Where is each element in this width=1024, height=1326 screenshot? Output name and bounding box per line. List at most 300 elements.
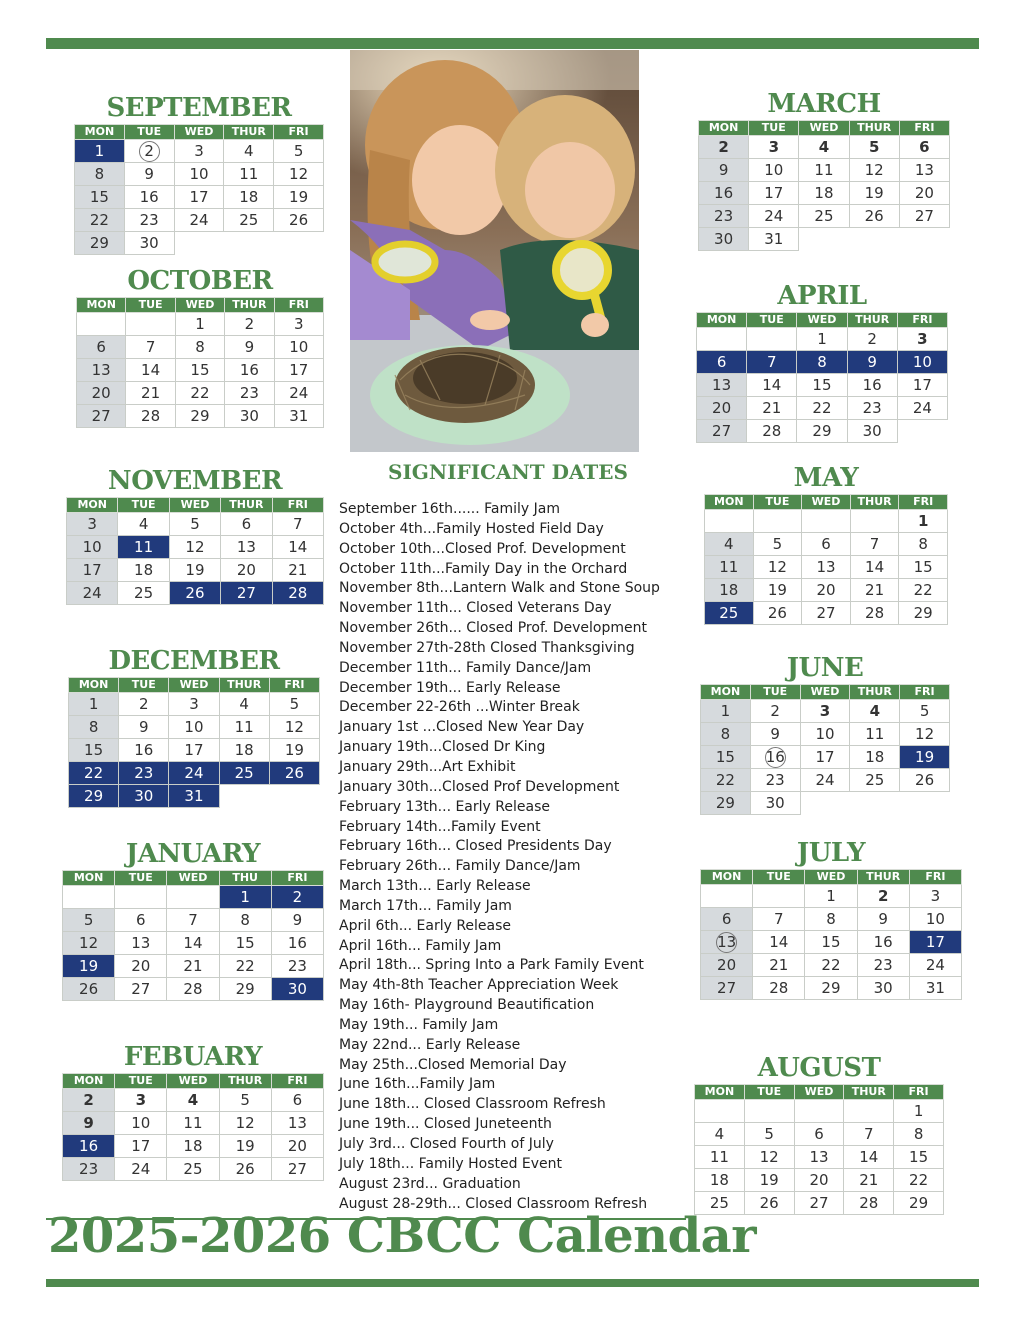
empty-day-cell — [799, 228, 849, 251]
weekday-header: FRI — [274, 125, 324, 140]
significant-date-item: January 19th...Closed Dr King — [339, 739, 546, 756]
day-cell: 8 — [894, 1123, 944, 1146]
day-cell: 8 — [805, 908, 857, 931]
day-cell: 2 — [847, 328, 897, 351]
week-row — [699, 228, 950, 251]
day-cell: 9 — [63, 1112, 115, 1135]
significant-date-item: April 6th... Early Release — [339, 917, 512, 934]
weekday-header-row — [695, 1085, 944, 1100]
day-cell: 12 — [744, 1146, 794, 1169]
weekday-header: WED — [794, 1085, 844, 1100]
day-cell: 25 — [850, 769, 900, 792]
weekday-header: WED — [799, 121, 849, 136]
day-cell: 22 — [219, 955, 271, 978]
day-cell: 11 — [850, 723, 900, 746]
day-cell: 17 — [115, 1135, 167, 1158]
day-cell: 6 — [697, 351, 747, 374]
day-cell: 22 — [75, 209, 125, 232]
day-cell: 15 — [797, 374, 847, 397]
day-cell: 25 — [705, 602, 754, 625]
week-row — [705, 602, 948, 625]
day-cell: 15 — [899, 556, 948, 579]
month-title: JULY — [796, 838, 866, 868]
day-cell: 28 — [126, 405, 175, 428]
empty-day-cell — [753, 885, 805, 908]
day-cell: 13 — [271, 1112, 323, 1135]
day-cell: 26 — [849, 205, 899, 228]
day-cell: 18 — [224, 186, 274, 209]
weekday-header: MON — [67, 498, 118, 513]
weekday-header: FRI — [272, 498, 323, 513]
day-cell: 21 — [753, 954, 805, 977]
day-cell: 5 — [169, 513, 220, 536]
day-cell: 1 — [805, 885, 857, 908]
significant-date-item: November 8th...Lantern Walk and Stone Soup — [339, 580, 660, 597]
month-title: MARCH — [767, 89, 881, 119]
day-cell: 1 — [219, 886, 271, 909]
day-cell: 20 — [899, 182, 949, 205]
day-cell: 20 — [697, 397, 747, 420]
day-cell: 24 — [169, 762, 219, 785]
day-cell: 1 — [701, 700, 751, 723]
day-cell: 24 — [749, 205, 799, 228]
weekday-header-row — [701, 685, 950, 700]
day-cell: 9 — [225, 336, 274, 359]
day-cell: 28 — [753, 977, 805, 1000]
empty-day-cell — [174, 232, 224, 255]
day-cell: 8 — [797, 351, 847, 374]
circled-day: 16 — [765, 748, 785, 766]
day-cell: 30 — [857, 977, 909, 1000]
week-row — [701, 977, 962, 1000]
day-cell: 27 — [115, 978, 167, 1001]
weekday-header: MON — [699, 121, 749, 136]
weekday-header: THUR — [219, 1074, 271, 1089]
day-cell: 25 — [799, 205, 849, 228]
week-row — [75, 140, 324, 163]
day-cell: 14 — [753, 931, 805, 954]
day-cell: 31 — [274, 405, 323, 428]
significant-date-item: December 11th... Family Dance/Jam — [339, 659, 592, 676]
empty-day-cell — [899, 228, 949, 251]
day-cell: 29 — [75, 232, 125, 255]
day-cell: 28 — [844, 1192, 894, 1215]
day-cell: 18 — [167, 1135, 219, 1158]
day-cell: 13 — [221, 536, 272, 559]
day-cell: 3 — [909, 885, 961, 908]
empty-day-cell — [115, 886, 167, 909]
day-cell: 11 — [118, 536, 169, 559]
month-november — [66, 465, 324, 605]
day-cell: 18 — [219, 739, 269, 762]
day-cell: 2 — [699, 136, 749, 159]
day-cell: 4 — [695, 1123, 745, 1146]
day-cell: 19 — [744, 1169, 794, 1192]
weekday-header: TUE — [753, 870, 805, 885]
day-cell: 9 — [271, 909, 323, 932]
weekday-header: WED — [174, 125, 224, 140]
day-cell: 25 — [118, 582, 169, 605]
day-cell: 14 — [272, 536, 323, 559]
week-row — [77, 336, 324, 359]
significant-date-item: October 11th...Family Day in the Orchard — [339, 560, 628, 577]
month-title: AUGUST — [757, 1053, 881, 1083]
day-cell: 19 — [849, 182, 899, 205]
day-cell: 15 — [701, 746, 751, 769]
weekday-header: WED — [802, 495, 851, 510]
significant-date-item: May 19th... Family Jam — [339, 1016, 499, 1033]
day-cell: 4 — [219, 693, 269, 716]
day-cell: 28 — [272, 582, 323, 605]
calendar-grid — [694, 1084, 944, 1215]
day-cell: 18 — [850, 746, 900, 769]
day-cell: 17 — [274, 359, 323, 382]
significant-dates-heading: SIGNIFICANT DATES — [388, 460, 628, 484]
month-title: NOVEMBER — [107, 466, 283, 496]
week-row — [69, 785, 320, 808]
week-row — [63, 1112, 324, 1135]
day-cell: 19 — [219, 1135, 271, 1158]
day-cell: 4 — [850, 700, 900, 723]
week-row — [67, 582, 324, 605]
week-row — [701, 769, 950, 792]
day-cell: 3 — [115, 1089, 167, 1112]
empty-day-cell — [274, 232, 324, 255]
empty-day-cell — [701, 885, 753, 908]
empty-day-cell — [77, 313, 126, 336]
day-cell: 20 — [115, 955, 167, 978]
day-cell: 21 — [850, 579, 899, 602]
page-title: 2025-2026 CBCC Calendar — [48, 1208, 757, 1264]
day-cell: 29 — [894, 1192, 944, 1215]
day-cell — [124, 140, 174, 163]
week-row — [67, 559, 324, 582]
significant-date-item: February 16th... Closed Presidents Day — [339, 838, 612, 855]
day-cell: 5 — [753, 533, 802, 556]
day-cell: 5 — [63, 909, 115, 932]
day-cell: 19 — [753, 579, 802, 602]
day-cell: 20 — [221, 559, 272, 582]
calendar-grid — [700, 684, 950, 815]
day-cell: 3 — [67, 513, 118, 536]
day-cell: 30 — [699, 228, 749, 251]
week-row — [75, 186, 324, 209]
day-cell: 8 — [899, 533, 948, 556]
significant-date-item: October 4th...Family Hosted Field Day — [339, 520, 604, 537]
day-cell: 26 — [753, 602, 802, 625]
day-cell: 26 — [269, 762, 319, 785]
day-cell: 4 — [705, 533, 754, 556]
day-cell: 1 — [175, 313, 224, 336]
day-cell: 21 — [844, 1169, 894, 1192]
significant-date-item: February 14th...Family Event — [339, 818, 541, 835]
empty-day-cell — [697, 328, 747, 351]
day-cell: 27 — [221, 582, 272, 605]
calendar-grid — [62, 870, 324, 1001]
week-row — [705, 556, 948, 579]
day-cell: 26 — [169, 582, 220, 605]
day-cell: 17 — [749, 182, 799, 205]
weekday-header: MON — [695, 1085, 745, 1100]
weekday-header: MON — [701, 685, 751, 700]
significant-date-item: June 19th... Closed Juneteenth — [339, 1116, 552, 1133]
significant-date-item: August 28-29th... Closed Classroom Refresh — [339, 1195, 648, 1212]
weekday-header: TUE — [126, 298, 175, 313]
day-cell: 17 — [67, 559, 118, 582]
day-cell: 23 — [857, 954, 909, 977]
day-cell: 6 — [794, 1123, 844, 1146]
empty-day-cell — [695, 1100, 745, 1123]
circled-day: 2 — [139, 141, 160, 162]
weekday-header: MON — [701, 870, 753, 885]
week-row — [701, 723, 950, 746]
weekday-header: WED — [175, 298, 224, 313]
calendar-grid — [68, 677, 320, 808]
day-cell: 3 — [174, 140, 224, 163]
day-cell: 29 — [69, 785, 119, 808]
week-row — [63, 909, 324, 932]
weekday-header: MON — [69, 678, 119, 693]
day-cell: 24 — [174, 209, 224, 232]
month-march — [698, 88, 950, 251]
weekday-header: THUR — [850, 495, 899, 510]
weekday-header: FRI — [900, 685, 950, 700]
calendar-grid — [696, 312, 948, 443]
day-cell: 3 — [800, 700, 850, 723]
day-cell: 13 — [115, 932, 167, 955]
day-cell: 9 — [119, 716, 169, 739]
significant-date-item: December 22-26th ...Winter Break — [339, 699, 580, 716]
day-cell: 6 — [221, 513, 272, 536]
day-cell: 5 — [744, 1123, 794, 1146]
weekday-header: MON — [77, 298, 126, 313]
month-title: DECEMBER — [108, 646, 280, 676]
day-cell: 16 — [857, 931, 909, 954]
week-row — [63, 955, 324, 978]
weekday-header: TUE — [744, 1085, 794, 1100]
day-cell: 18 — [695, 1169, 745, 1192]
month-title: JUNE — [786, 653, 864, 683]
day-cell: 23 — [271, 955, 323, 978]
weekday-header: WED — [800, 685, 850, 700]
week-row — [69, 739, 320, 762]
day-cell: 30 — [271, 978, 323, 1001]
day-cell: 22 — [894, 1169, 944, 1192]
calendar-grid — [76, 297, 324, 428]
week-row — [701, 908, 962, 931]
month-april — [696, 280, 948, 443]
day-cell: 29 — [899, 602, 948, 625]
weekday-header: THUR — [844, 1085, 894, 1100]
weekday-header: WED — [805, 870, 857, 885]
day-cell: 30 — [124, 232, 174, 255]
day-cell: 8 — [175, 336, 224, 359]
weekday-header: WED — [167, 871, 219, 886]
day-cell: 14 — [747, 374, 797, 397]
weekday-header: TUE — [750, 685, 800, 700]
empty-day-cell — [126, 313, 175, 336]
weekday-header: FRI — [894, 1085, 944, 1100]
day-cell: 20 — [794, 1169, 844, 1192]
weekday-header: THUR — [849, 121, 899, 136]
day-cell: 1 — [899, 510, 948, 533]
significant-date-item: May 22nd... Early Release — [339, 1036, 521, 1053]
empty-day-cell — [753, 510, 802, 533]
empty-day-cell — [63, 886, 115, 909]
day-cell: 12 — [169, 536, 220, 559]
day-cell: 23 — [124, 209, 174, 232]
day-cell: 18 — [705, 579, 754, 602]
day-cell: 17 — [174, 186, 224, 209]
month-title: APRIL — [777, 281, 867, 311]
day-cell: 8 — [75, 163, 125, 186]
day-cell: 26 — [744, 1192, 794, 1215]
calendar-grid — [66, 497, 324, 605]
empty-day-cell — [794, 1100, 844, 1123]
day-cell: 13 — [77, 359, 126, 382]
empty-day-cell — [224, 232, 274, 255]
week-row — [69, 762, 320, 785]
day-cell: 20 — [802, 579, 851, 602]
calendar-grid — [62, 1073, 324, 1181]
day-cell: 9 — [124, 163, 174, 186]
day-cell: 27 — [77, 405, 126, 428]
empty-day-cell — [705, 510, 754, 533]
month-title: JANUARY — [125, 839, 261, 869]
day-cell: 21 — [126, 382, 175, 405]
day-cell: 7 — [272, 513, 323, 536]
week-row — [695, 1146, 944, 1169]
week-row — [75, 209, 324, 232]
day-cell: 21 — [272, 559, 323, 582]
day-cell: 21 — [167, 955, 219, 978]
day-cell: 8 — [701, 723, 751, 746]
significant-date-item: February 13th... Early Release — [339, 798, 550, 815]
week-row — [701, 885, 962, 908]
day-cell: 5 — [269, 693, 319, 716]
weekday-header: MON — [705, 495, 754, 510]
day-cell: 29 — [805, 977, 857, 1000]
day-cell: 11 — [705, 556, 754, 579]
day-cell: 4 — [167, 1089, 219, 1112]
day-cell: 7 — [126, 336, 175, 359]
day-cell: 20 — [701, 954, 753, 977]
weekday-header: FRI — [271, 1074, 323, 1089]
significant-date-item: August 23rd... Graduation — [339, 1175, 521, 1192]
weekday-header-row — [67, 498, 324, 513]
children-nest-photo — [350, 50, 639, 452]
day-cell: 6 — [115, 909, 167, 932]
weekday-header: WED — [797, 313, 847, 328]
week-row — [63, 1158, 324, 1181]
day-cell: 14 — [167, 932, 219, 955]
week-row — [77, 313, 324, 336]
weekday-header: MON — [63, 1074, 115, 1089]
weekday-header: MON — [63, 871, 115, 886]
day-cell: 30 — [847, 420, 897, 443]
weekday-header: THUR — [847, 313, 897, 328]
day-cell: 24 — [67, 582, 118, 605]
significant-date-item: November 27th-28th Closed Thanksgiving — [339, 639, 635, 656]
weekday-header: TUE — [124, 125, 174, 140]
day-cell: 24 — [115, 1158, 167, 1181]
month-december — [68, 645, 320, 808]
day-cell: 31 — [169, 785, 219, 808]
calendar-grid — [700, 869, 962, 1000]
week-row — [699, 159, 950, 182]
week-row — [69, 716, 320, 739]
day-cell: 22 — [69, 762, 119, 785]
weekday-header: THUR — [225, 298, 274, 313]
day-cell: 3 — [169, 693, 219, 716]
day-cell: 9 — [699, 159, 749, 182]
day-cell: 9 — [857, 908, 909, 931]
day-cell — [701, 931, 753, 954]
significant-date-item: November 11th... Closed Veterans Day — [339, 600, 612, 617]
week-row — [75, 163, 324, 186]
week-row — [701, 746, 950, 769]
day-cell: 16 — [119, 739, 169, 762]
day-cell: 11 — [695, 1146, 745, 1169]
month-title: MAY — [793, 463, 859, 493]
day-cell: 23 — [750, 769, 800, 792]
day-cell: 10 — [115, 1112, 167, 1135]
month-august — [694, 1052, 944, 1215]
day-cell: 27 — [271, 1158, 323, 1181]
week-row — [75, 232, 324, 255]
empty-day-cell — [744, 1100, 794, 1123]
weekday-header-row — [69, 678, 320, 693]
photo-illustration — [350, 50, 639, 452]
day-cell: 9 — [847, 351, 897, 374]
day-cell: 29 — [701, 792, 751, 815]
weekday-header-row — [699, 121, 950, 136]
weekday-header: MON — [697, 313, 747, 328]
day-cell: 7 — [844, 1123, 894, 1146]
weekday-header: TUE — [119, 678, 169, 693]
day-cell: 28 — [850, 602, 899, 625]
week-row — [63, 932, 324, 955]
day-cell: 12 — [269, 716, 319, 739]
day-cell: 8 — [69, 716, 119, 739]
day-cell: 22 — [797, 397, 847, 420]
empty-day-cell — [800, 792, 850, 815]
weekday-header: TUE — [115, 871, 167, 886]
top-border-bar — [46, 38, 979, 49]
weekday-header-row — [705, 495, 948, 510]
day-cell: 19 — [169, 559, 220, 582]
day-cell: 19 — [269, 739, 319, 762]
day-cell: 10 — [749, 159, 799, 182]
month-title: FEBUARY — [123, 1042, 263, 1072]
weekday-header: THUR — [224, 125, 274, 140]
day-cell: 17 — [800, 746, 850, 769]
weekday-header: TUE — [747, 313, 797, 328]
day-cell: 16 — [63, 1135, 115, 1158]
day-cell: 29 — [797, 420, 847, 443]
empty-day-cell — [897, 420, 947, 443]
day-cell: 13 — [697, 374, 747, 397]
week-row — [63, 1135, 324, 1158]
week-row — [699, 182, 950, 205]
day-cell: 7 — [753, 908, 805, 931]
day-cell: 12 — [753, 556, 802, 579]
day-cell: 12 — [63, 932, 115, 955]
weekday-header: FRI — [274, 298, 323, 313]
day-cell: 30 — [119, 785, 169, 808]
month-july — [700, 837, 962, 1000]
day-cell: 7 — [850, 533, 899, 556]
